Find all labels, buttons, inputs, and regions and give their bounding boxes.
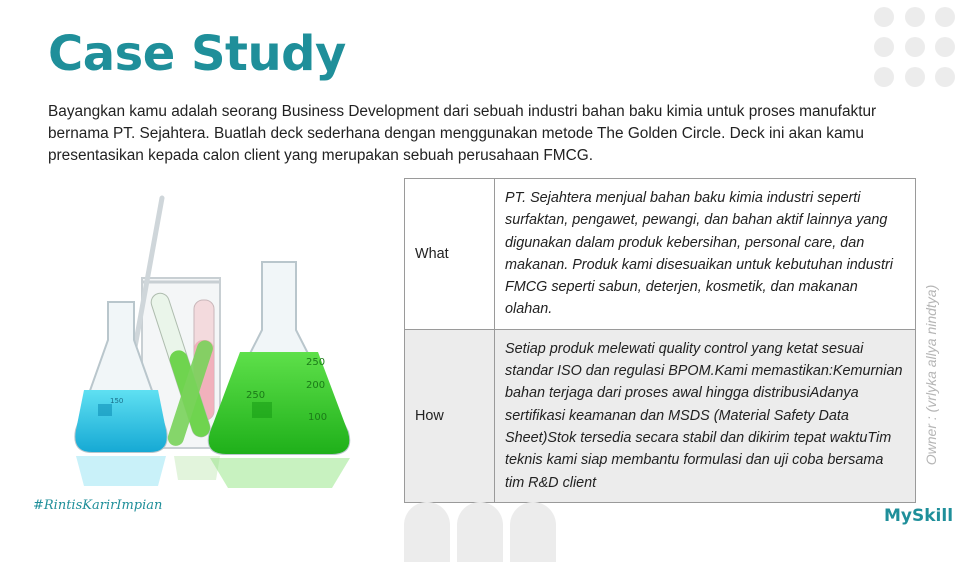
row-label-how: How (405, 329, 495, 502)
decor-dot (905, 7, 925, 27)
decor-shape (510, 502, 556, 562)
decor-dot (935, 67, 955, 87)
table-row-how (405, 329, 916, 502)
decor-dot (874, 67, 894, 87)
owner-credit: Owner : (vrlyka allya nindtya) (923, 284, 939, 466)
decor-shape (404, 502, 450, 562)
flask-right-marking-side: 250 (246, 390, 266, 401)
decorative-shapes-bottom (404, 502, 564, 540)
decor-dot (874, 37, 894, 57)
decor-dot (874, 7, 894, 27)
row-label-what: What (405, 179, 495, 330)
intro-paragraph: Bayangkan kamu adalah seorang Business Development dari sebuah industri bahan baku kimia untuk proses manufaktur bernama PT. Sejahtera. Buatlah deck sederhana dengan menggunakan metode The Golden Circle. Deck ini akan kamu presentasikan kepada calon client yang merupakan sebuah perusahaan FMCG. (48, 103, 877, 164)
row-text-what: PT. Sejahtera menjual bahan baku kimia industri seperti surfaktan, pengawet, pewangi, dan bahan aktif lainnya yang digunakan dalam produk kebersihan, personal care, dan makanan. Produk kami disesuaikan untuk kebutuhan industri FMCG seperti sabun, deterjen, kosmetik, dan makanan olahan. (495, 179, 916, 330)
table-row-what (405, 179, 916, 330)
flask-right-marking-mid: 200 (306, 380, 326, 391)
decor-dot (905, 37, 925, 57)
hashtag-text: #RintisKarirImpian (33, 498, 163, 513)
lab-glassware-image (70, 190, 360, 490)
decor-dot (935, 37, 955, 57)
flask-right-marking-top: 250 (306, 357, 326, 368)
flask-left-marking: 150 (110, 397, 124, 405)
decor-dot (905, 67, 925, 87)
flask-right-marking-low: 100 (308, 412, 328, 423)
decor-dot (935, 7, 955, 27)
decor-shape (457, 502, 503, 562)
row-text-how: Setiap produk melewati quality control yang ketat sesuai standar ISO dan regulasi BPOM.Kami memastikan:Kemurnian bahan terjaga dari proses awal hingga distribusiAdanya sertifikasi keamanan dan MSDS (Material Safety Data Sheet)Stok tersedia secara stabil dan dikirim tepat waktuTim teknis kami siap membantu formulasi dan uji coba bersama tim R&D client (495, 329, 916, 502)
golden-circle-table (404, 178, 916, 503)
slide-title: Case Study (48, 26, 346, 82)
brand-logo: MySkill (884, 506, 954, 526)
decorative-dot-grid (873, 7, 957, 87)
